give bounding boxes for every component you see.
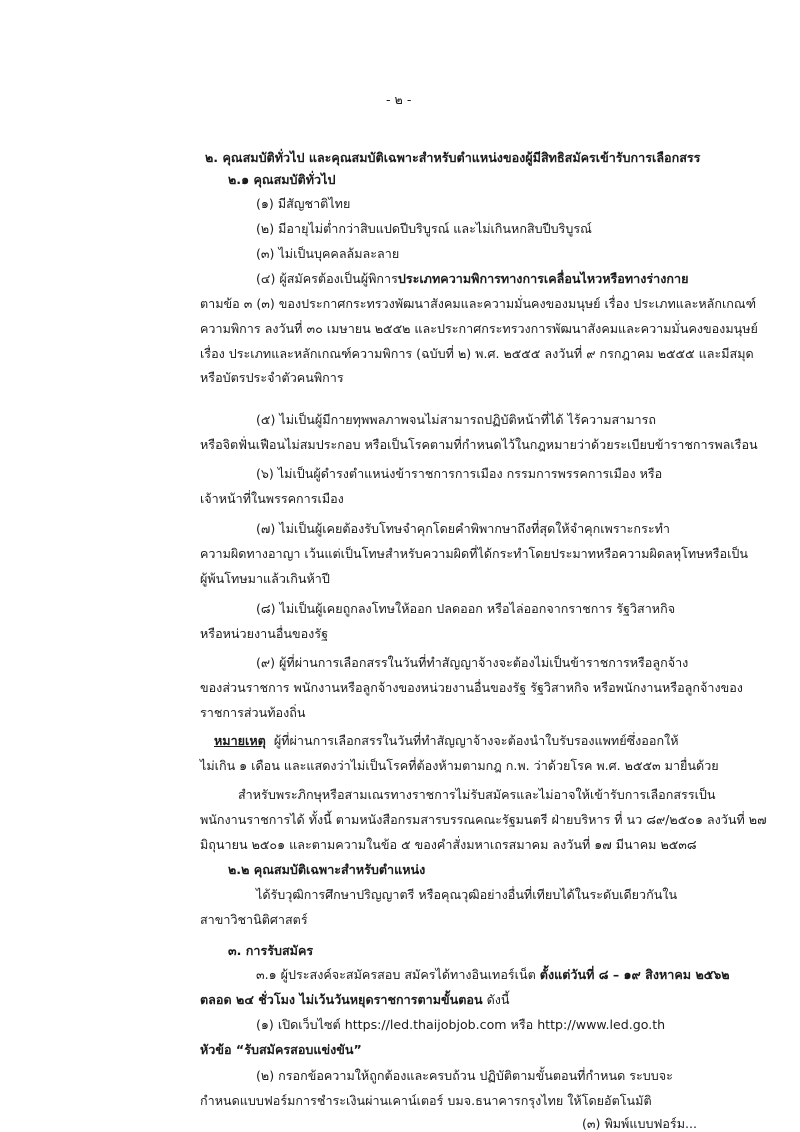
monk-line-3: มิถุนายน ๒๕๐๑ และตามความในข้อ ๕ ของคำสั่งมหาเถรสมาคม ลงวันที่ ๑๗ มีนาคม ๒๕๓๘ [200,837,697,852]
item-4-text: (๔) ผู้สมัครต้องเป็นผู้พิการ [256,271,398,286]
item-7-line-1: (๗) ไม่เป็นผู้เคยต้องรับโทษจำคุกโดยคำพิพากษาถึงที่สุดให้จำคุกเพราะกระทำ [256,521,670,536]
section-2-2-line-2: สาขาวิชานิติศาสตร์ [200,912,308,927]
section-2-2-line-1: ได้รับวุฒิการศึกษาปริญญาตรี หรือคุณวุฒิอย่างอื่นที่เทียบได้ในระดับเดียวกันใน [256,887,678,902]
item-9-line-2: ของส่วนราชการ พนักงานหรือลูกจ้างของหน่วยงานอื่นของรัฐ รัฐวิสาหกิจ หรือพนักงานหรือลูกจ้างของ [200,680,743,695]
item-7-line-2: ความผิดทางอาญา เว้นแต่เป็นโทษสำหรับความผิดที่ได้กระทำโดยประมาทหรือความผิดลหุโทษหรือเป็น [200,546,749,561]
item-4-line-1 [256,271,688,287]
item-6-line-2: เจ้าหน้าที่ในพรรคการเมือง [200,491,344,506]
item-4-line-2: ตามข้อ ๓ (๓) ของประกาศกระทรวงพัฒนาสังคมและความมั่นคงของมนุษย์ เรื่อง ประเภทและหลักเกณฑ์ [200,296,757,311]
item-9-line-3: ราชการส่วนท้องถิ่น [200,705,306,720]
step-1-line-2: หัวข้อ “รับสมัครสอบแข่งขัน” [200,1042,362,1057]
page-number: - ๒ - [386,92,412,107]
note-line-2: ไม่เกิน ๑ เดือน และแสดงว่าไม่เป็นโรคที่ต้องห้ามตามกฎ ก.พ. ว่าด้วยโรค พ.ศ. ๒๕๕๓ มายื่นด้วย [200,758,719,773]
section-3-1-line-2 [200,992,510,1008]
item-4-bold-text: ประเภทความพิการทางการเคลื่อนไหวหรือทางร่างกาย [397,271,689,286]
item-2: (๒) มีอายุไม่ต่ำกว่าสิบแปดปีบริบูรณ์ และไม่เกินหกสิบปีบริบูรณ์ [256,221,592,236]
item-3: (๓) ไม่เป็นบุคคลล้มละลาย [256,246,400,261]
section-3-1-suffix: ดังนี้ [482,992,510,1007]
item-5-line-1: (๕) ไม่เป็นผู้มีกายทุพพลภาพจนไม่สามารถปฏิบัติหน้าที่ได้ ไร้ความสามารถ [256,412,657,427]
section-3-1-text: ๓.๑ ผู้ประสงค์จะสมัครสอบ สมัครได้ทางอินเทอร์เน็ต [256,967,540,982]
item-1: (๑) มีสัญชาติไทย [256,196,351,211]
item-7-line-3: ผู้พ้นโทษมาแล้วเกินห้าปี [200,571,330,586]
item-8-line-2: หรือหน่วยงานอื่นของรัฐ [200,626,329,641]
section-3-1-line-1 [256,967,730,983]
item-4-line-3: ความพิการ ลงวันที่ ๓๐ เมษายน ๒๕๕๒ และประกาศกระทรวงการพัฒนาสังคมและความมั่นคงของมนุษย์ [200,321,758,336]
section-3-1-hours: ตลอด ๒๔ ชั่วโมง ไม่เว้นวันหยุดราชการตามขั้นตอน [200,992,483,1007]
section-2-heading: ๒. คุณสมบัติทั่วไป และคุณสมบัติเฉพาะสำหรับตำแหน่งของผู้มีสิทธิสมัครเข้ารับการเลือกสรร [205,150,701,165]
item-9-line-1: (๙) ผู้ที่ผ่านการเลือกสรรในวันที่ทำสัญญาจ้างจะต้องไม่เป็นข้าราชการหรือลูกจ้าง [256,655,689,670]
section-3-heading: ๓. การรับสมัคร [228,943,314,958]
section-2-2-heading: ๒.๒ คุณสมบัติเฉพาะสำหรับตำแหน่ง [228,862,426,877]
note-label: หมายเหตุ [214,733,266,748]
item-5-line-2: หรือจิตฟั่นเฟือนไม่สมประกอบ หรือเป็นโรคตามที่กำหนดไว้ในกฎหมายว่าด้วยระเบียบข้าราชการพลเรือน [200,437,758,452]
item-6-line-1: (๖) ไม่เป็นผู้ดำรงตำแหน่งข้าราชการการเมือง กรรมการพรรคการเมือง หรือ [256,466,663,481]
note-text: ผู้ที่ผ่านการเลือกสรรในวันที่ทำสัญญาจ้างจะต้องนำใบรับรองแพทย์ซึ่งออกให้ [273,733,679,748]
step-2-line-1: (๒) กรอกข้อความให้ถูกต้องและครบถ้วน ปฏิบัติตามขั้นตอนที่กำหนด ระบบจะ [256,1068,673,1083]
monk-line-2: พนักงานราชการได้ ทั้งนี้ ตามหนังสือกรมสารบรรณคณะรัฐมนตรี ฝ่ายบริหาร ที่ นว ๘๙/๒๕๐๑ ลงวันที่ ๒๗ [200,812,767,827]
item-4-line-5: หรือบัตรประจำตัวคนพิการ [200,370,344,385]
step-1-line-1: (๑) เปิดเว็บไซต์ https://led.thaijobjob.com หรือ http://www.led.go.th [256,1017,666,1032]
section-3-1-dates: ตั้งแต่วันที่ ๘ – ๑๙ สิงหาคม ๒๕๖๒ [539,967,730,982]
section-2-1-heading: ๒.๑ คุณสมบัติทั่วไป [228,172,336,187]
note-line-1 [214,733,679,749]
item-4-line-4: เรื่อง ประเภทและหลักเกณฑ์ความพิการ (ฉบับที่ ๒) พ.ศ. ๒๕๕๕ ลงวันที่ ๙ กรกฎาคม ๒๕๕๕ และมีสมุด [200,346,754,361]
monk-line-1: สำหรับพระภิกษุหรือสามเณรทางราชการไม่รับสมัครและไม่อาจให้เข้ารับการเลือกสรรเป็น [238,787,716,802]
continuation-marker: (๓) พิมพ์แบบฟอร์ม... [582,1116,698,1131]
step-2-line-2: กำหนดแบบฟอร์มการชำระเงินผ่านเคาน์เตอร์ บมจ.ธนาคารกรุงไทย ให้โดยอัตโนมัติ [200,1093,652,1108]
item-8-line-1: (๘) ไม่เป็นผู้เคยถูกลงโทษให้ออก ปลดออก หรือไล่ออกจากราชการ รัฐวิสาหกิจ [256,601,676,616]
